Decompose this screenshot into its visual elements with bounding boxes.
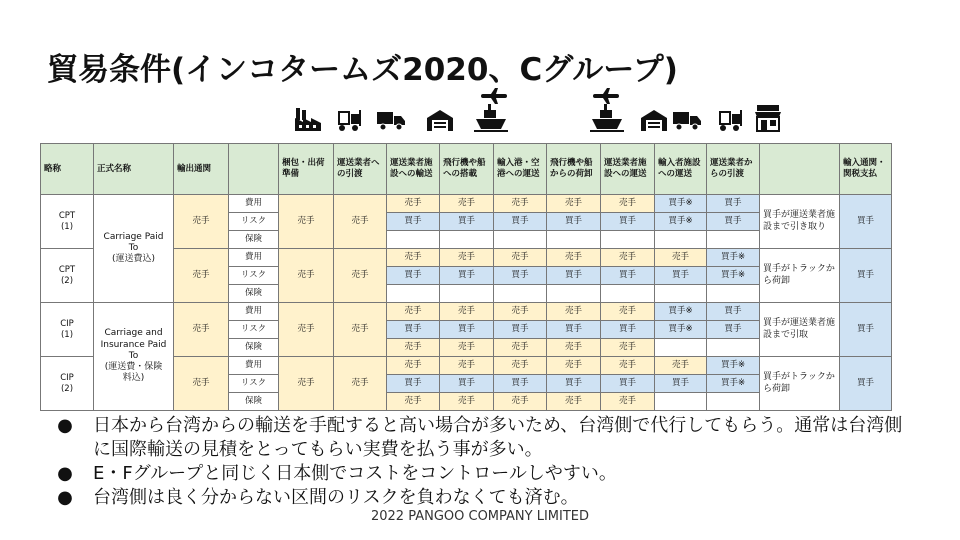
responsibility-cell [655, 339, 707, 357]
responsibility-cell: 売手 [494, 195, 547, 213]
header-transport-to-facility: 運送業者施設への輸送 [387, 144, 440, 195]
responsibility-cell: 売手 [440, 195, 494, 213]
responsibility-cell: 買手 [707, 195, 760, 213]
bullet-item: ● 日本から台湾からの輸送を手配すると高い場合が多いため、台湾側で代行してもらう。通常は台湾側に国際輸送の見積をとってもらい実費を払う事が多い。 [55, 414, 915, 462]
responsibility-cell: 買手 [547, 213, 601, 231]
responsibility-cell: 買手※ [655, 195, 707, 213]
responsibility-cell: 売手 [494, 303, 547, 321]
abbr-cell: CIP (1) [41, 303, 94, 357]
responsibility-cell: 買手 [547, 267, 601, 285]
responsibility-cell: 買手※ [707, 267, 760, 285]
responsibility-cell: 売手 [494, 393, 547, 411]
item-label-cell: 保険 [229, 393, 279, 411]
responsibility-cell: 買手 [387, 267, 440, 285]
responsibility-cell: 売手 [387, 357, 440, 375]
responsibility-cell: 売手 [601, 357, 655, 375]
handover-cell: 売手 [334, 303, 387, 357]
packing-cell: 売手 [279, 195, 334, 249]
item-label-cell: 費用 [229, 249, 279, 267]
responsibility-cell: 買手 [601, 321, 655, 339]
header-note [760, 144, 840, 195]
responsibility-cell: 売手 [387, 195, 440, 213]
responsibility-cell [387, 231, 440, 249]
responsibility-cell: 買手 [387, 321, 440, 339]
responsibility-cell: 売手 [601, 339, 655, 357]
responsibility-cell: 売手 [547, 357, 601, 375]
responsibility-cell [547, 285, 601, 303]
responsibility-cell: 買手 [387, 375, 440, 393]
responsibility-cell: 買手 [440, 375, 494, 393]
header-export-clearance: 輸出通関 [174, 144, 229, 195]
item-label-cell: 費用 [229, 195, 279, 213]
import-clearance-cell: 買手 [840, 303, 892, 357]
responsibility-cell: 買手 [601, 267, 655, 285]
responsibility-cell: 買手 [601, 375, 655, 393]
responsibility-cell: 売手 [440, 393, 494, 411]
logistics-icons-row [0, 88, 960, 138]
packing-cell: 売手 [279, 303, 334, 357]
header-main-carriage: 輸入港・空港への運送 [494, 144, 547, 195]
export-clearance-cell: 売手 [174, 357, 229, 411]
responsibility-cell: 売手 [387, 303, 440, 321]
abbr-cell: CPT (1) [41, 195, 94, 249]
responsibility-cell: 買手 [547, 321, 601, 339]
responsibility-cell: 売手 [601, 249, 655, 267]
header-loading: 飛行機や船への搭載 [440, 144, 494, 195]
formal-name-cell: Carriage Paid To (運送費込) [94, 195, 174, 303]
header-abbr: 略称 [41, 144, 94, 195]
responsibility-cell [655, 231, 707, 249]
header-unloading: 飛行機や船からの荷卸 [547, 144, 601, 195]
airplane-icon [479, 88, 509, 104]
truck-icon [672, 108, 702, 132]
bullet-item: ● E・Fグループと同じく日本側でコストをコントロールしやすい。 [55, 462, 915, 486]
responsibility-cell [440, 285, 494, 303]
item-label-cell: リスク [229, 375, 279, 393]
responsibility-cell: 売手 [655, 357, 707, 375]
responsibility-cell [655, 285, 707, 303]
header-import-clearance: 輸入通関・関税支払 [840, 144, 892, 195]
header-carrier-release: 運送業者からの引渡 [707, 144, 760, 195]
responsibility-cell: 売手 [387, 339, 440, 357]
header-carrier-handover: 運送業者への引渡 [334, 144, 387, 195]
responsibility-cell [601, 285, 655, 303]
responsibility-cell: 買手 [547, 375, 601, 393]
handover-cell: 売手 [334, 357, 387, 411]
responsibility-cell: 売手 [547, 339, 601, 357]
warehouse-icon [426, 108, 454, 132]
responsibility-cell: 買手 [707, 213, 760, 231]
responsibility-cell: 売手 [440, 303, 494, 321]
responsibility-cell: 買手※ [655, 321, 707, 339]
item-label-cell: 保険 [229, 339, 279, 357]
responsibility-cell: 買手※ [707, 249, 760, 267]
header-transport-to-carrier-facility: 運送業者施設への運送 [601, 144, 655, 195]
responsibility-cell: 買手 [440, 321, 494, 339]
handover-cell: 売手 [334, 249, 387, 303]
header-formal-name: 正式名称 [94, 144, 174, 195]
responsibility-cell [440, 231, 494, 249]
responsibility-cell: 買手※ [707, 357, 760, 375]
responsibility-cell: 買手 [707, 303, 760, 321]
table-row [41, 303, 892, 321]
responsibility-cell: 売手 [440, 357, 494, 375]
responsibility-cell: 売手 [387, 249, 440, 267]
responsibility-cell [707, 231, 760, 249]
item-label-cell: 保険 [229, 231, 279, 249]
responsibility-cell: 売手 [601, 303, 655, 321]
responsibility-cell: 売手 [440, 339, 494, 357]
responsibility-cell: 売手 [494, 339, 547, 357]
formal-name-cell: Carriage and Insurance Paid To (運送費・保険 料込) [94, 303, 174, 411]
responsibility-cell: 買手 [440, 267, 494, 285]
responsibility-cell: 買手 [601, 213, 655, 231]
item-label-cell: リスク [229, 321, 279, 339]
responsibility-cell: 買手※ [655, 213, 707, 231]
table-header-row [41, 144, 892, 195]
responsibility-cell: 売手 [547, 195, 601, 213]
responsibility-cell: 買手※ [655, 303, 707, 321]
ship-icon [590, 102, 624, 132]
item-label-cell: 保険 [229, 285, 279, 303]
header-packing: 梱包・出荷準備 [279, 144, 334, 195]
export-clearance-cell: 売手 [174, 303, 229, 357]
responsibility-cell: 売手 [547, 393, 601, 411]
responsibility-cell: 買手 [440, 213, 494, 231]
bullet-list [55, 414, 915, 510]
responsibility-cell: 買手 [494, 267, 547, 285]
item-label-cell: 費用 [229, 303, 279, 321]
item-label-cell: 費用 [229, 357, 279, 375]
table-row [41, 195, 892, 213]
header-item [229, 144, 279, 195]
responsibility-cell [494, 285, 547, 303]
ship-icon [474, 102, 508, 132]
responsibility-cell [494, 231, 547, 249]
item-label-cell: リスク [229, 213, 279, 231]
responsibility-cell: 買手 [707, 321, 760, 339]
responsibility-cell: 売手 [547, 249, 601, 267]
responsibility-cell: 売手 [494, 249, 547, 267]
responsibility-cell [707, 285, 760, 303]
forklift-icon [337, 108, 365, 132]
import-clearance-cell: 買手 [840, 249, 892, 303]
responsibility-cell: 買手 [387, 213, 440, 231]
responsibility-cell: 買手※ [707, 375, 760, 393]
packing-cell: 売手 [279, 357, 334, 411]
responsibility-cell: 売手 [387, 393, 440, 411]
responsibility-cell: 買手 [494, 213, 547, 231]
warehouse-icon [640, 108, 668, 132]
footer-copyright: 2022 PANGOO COMPANY LIMITED [370, 509, 590, 524]
abbr-cell: CPT (2) [41, 249, 94, 303]
responsibility-cell [547, 231, 601, 249]
export-clearance-cell: 売手 [174, 195, 229, 249]
responsibility-cell: 売手 [440, 249, 494, 267]
bullet-dot-icon: ● [57, 415, 73, 436]
abbr-cell: CIP (2) [41, 357, 94, 411]
responsibility-cell: 売手 [601, 393, 655, 411]
bullet-dot-icon: ● [57, 463, 73, 484]
item-label-cell: リスク [229, 267, 279, 285]
bullet-dot-icon: ● [57, 487, 73, 508]
note-cell: 買手がトラックから荷卸 [760, 357, 840, 411]
responsibility-cell: 買手 [494, 321, 547, 339]
forklift-icon [718, 108, 746, 132]
responsibility-cell [707, 393, 760, 411]
responsibility-cell [387, 285, 440, 303]
responsibility-cell: 売手 [494, 357, 547, 375]
note-cell: 買手が運送業者施設まで引取 [760, 303, 840, 357]
truck-icon [376, 108, 406, 132]
responsibility-cell: 売手 [601, 195, 655, 213]
import-clearance-cell: 買手 [840, 195, 892, 249]
note-cell: 買手がトラックから荷卸 [760, 249, 840, 303]
slide-title: 貿易条件(インコタームズ2020、Cグループ) [47, 52, 678, 88]
factory-icon [294, 106, 322, 132]
handover-cell: 売手 [334, 195, 387, 249]
responsibility-cell [655, 393, 707, 411]
responsibility-cell: 売手 [547, 303, 601, 321]
responsibility-cell [707, 339, 760, 357]
bullet-item: ● 台湾側は良く分からない区間のリスクを負わなくても済む。 [55, 486, 915, 510]
responsibility-cell: 買手 [655, 267, 707, 285]
responsibility-cell: 買手 [655, 375, 707, 393]
responsibility-cell: 買手 [494, 375, 547, 393]
responsibility-cell: 売手 [655, 249, 707, 267]
note-cell: 買手が運送業者施設まで引き取り [760, 195, 840, 249]
import-clearance-cell: 買手 [840, 357, 892, 411]
packing-cell: 売手 [279, 249, 334, 303]
shop-icon [754, 104, 782, 132]
header-transport-to-importer: 輸入者施設への運送 [655, 144, 707, 195]
export-clearance-cell: 売手 [174, 249, 229, 303]
incoterms-c-group-table [40, 143, 892, 411]
responsibility-cell [601, 231, 655, 249]
